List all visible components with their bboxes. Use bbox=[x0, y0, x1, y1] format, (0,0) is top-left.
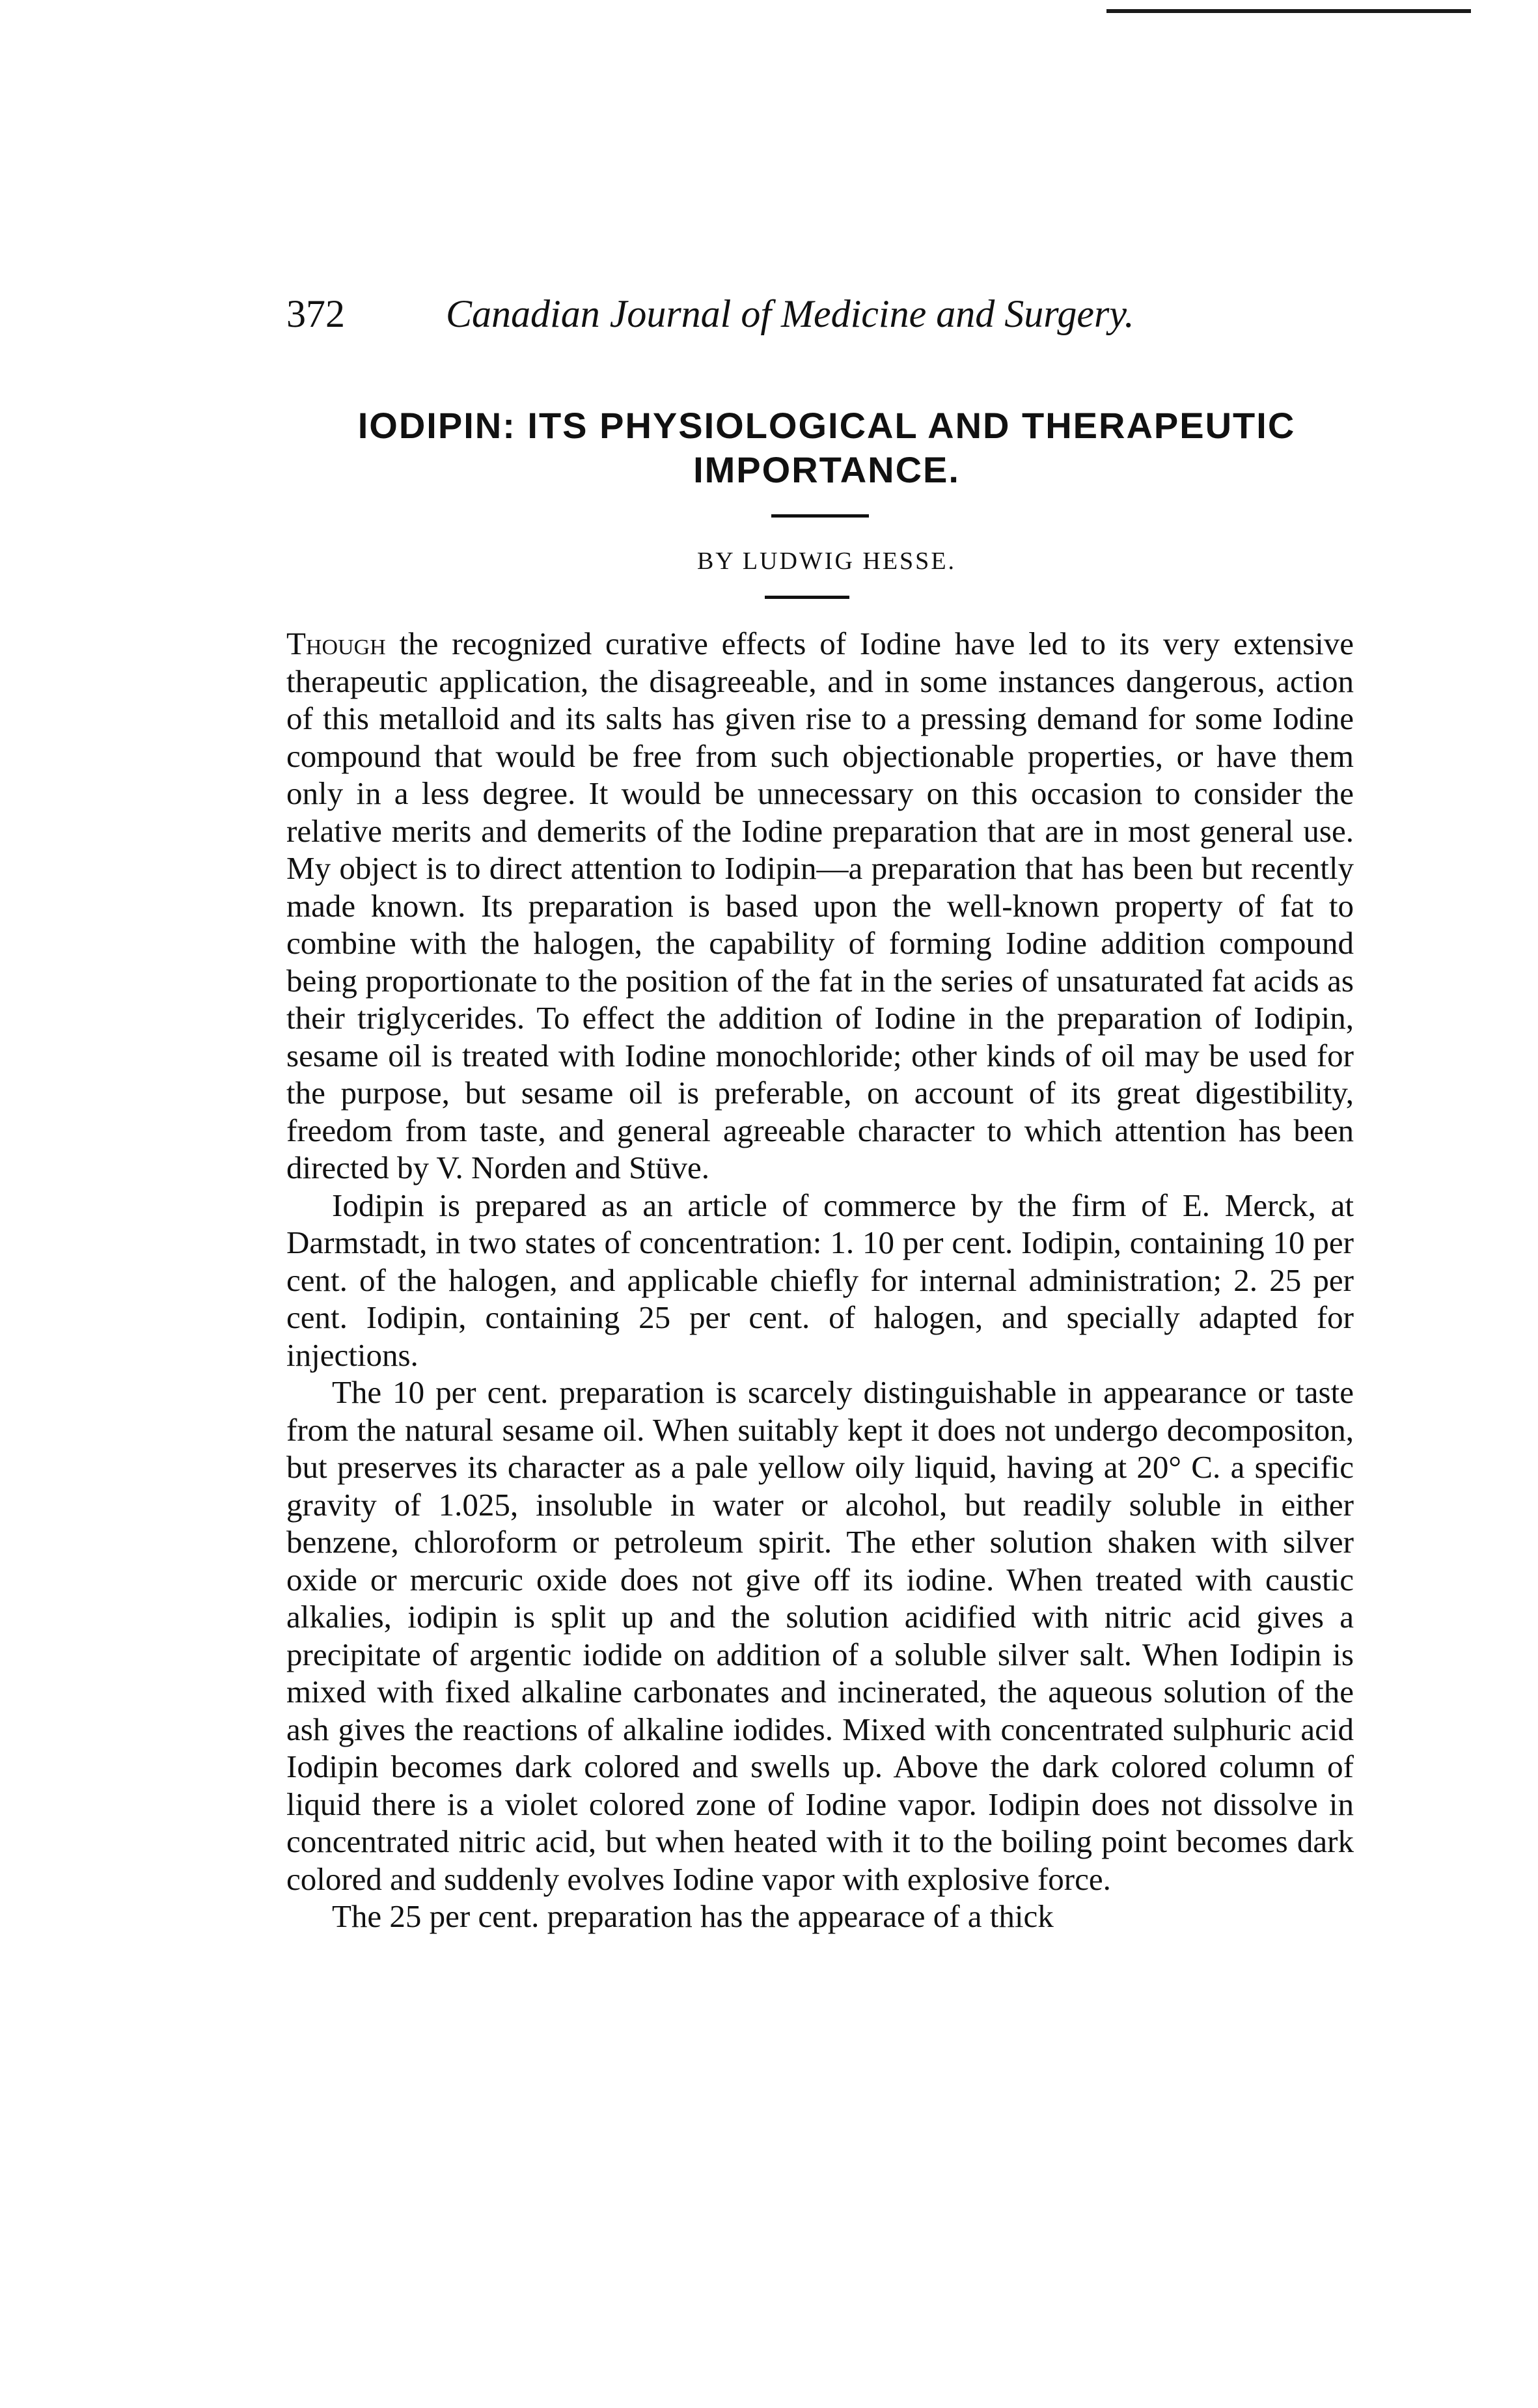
paragraph-2: Iodipin is prepared as an article of commerce by the firm of E. Merck, at Darmstadt, in two states of concentration: 1. 10 per cent. Iodipin, containing 10 per cent. of the halogen, and applicable chiefly for internal administration; 2. 25 per cent. Iodipin, containing 25 per cent. of halogen, and specially adapted for injections. bbox=[286, 1187, 1354, 1373]
article-title-line-1: IODIPIN: ITS PHYSIOLOGICAL AND THERAPEUTIC bbox=[357, 405, 1296, 446]
article-body bbox=[286, 625, 1354, 1935]
paragraph-1 bbox=[286, 625, 1354, 1187]
paragraph-1-lead-word: Though bbox=[286, 626, 386, 661]
top-edge-rule bbox=[1106, 9, 1471, 13]
byline: BY LUDWIG HESSE. bbox=[696, 547, 957, 575]
page-number: 372 bbox=[286, 292, 345, 335]
paragraph-1-text: the recognized curative effects of Iodine have led to its very extensive therapeutic application, the disagreeable, and in some instances dangerous, action of this metalloid and its salts has given rise to a pressing demand for some Iodine compound that would be free from such objectionable properties, or have them only in a less degree. It would be unnecessary on this occasion to consider the relative merits and demerits of the Iodine preparation that are in most general use. My object is to direct attention to Iodipin—a preparation that has been but recently made known. Its preparation is based upon the well-known property of fat to combine with the halogen, the capability of forming Iodine addition compound being proportionate to the position of the fat in the series of unsaturated fat acids as their triglycerides. To effect the addition of Iodine in the preparation of Iodipin, sesame oil is treated with Iodine monochloride; other kinds of oil may be used for the purpose, but sesame oil is preferable, on account of its great digestibility, freedom from taste, and general agreeable character to which attention has been directed by V. Norden and Stüve. bbox=[286, 626, 1354, 1185]
byline-divider-rule bbox=[765, 596, 849, 599]
article-title-line-2: IMPORTANCE. bbox=[693, 449, 960, 490]
title-divider-rule bbox=[771, 514, 869, 518]
journal-title: Canadian Journal of Medicine and Surgery. bbox=[446, 292, 1134, 335]
paragraph-3: The 10 per cent. preparation is scarcely distinguishable in appearance or taste from the natural sesame oil. When suitably kept it does not undergo decompositon, but preserves its character as a pale yellow oily liquid, having at 20° C. a specific gravity of 1.025, insoluble in water or alcohol, but readily soluble in either benzene, chloroform or petroleum spirit. The ether solution shaken with silver oxide or mercuric oxide does not give off its iodine. When treated with caustic alkalies, iodipin is split up and the solution acidified with nitric acid gives a precipitate of argentic iodide on addition of a soluble silver salt. When Iodipin is mixed with fixed alkaline carbonates and incinerated, the aqueous solution of the ash gives the reactions of alkaline iodides. Mixed with concentrated sulphuric acid Iodipin becomes dark colored and swells up. Above the dark colored column of liquid there is a violet colored zone of Iodine vapor. Iodipin does not dissolve in concentrated nitric acid, but when heated with it to the boiling point becomes dark colored and suddenly evolves Iodine vapor with explosive force. bbox=[286, 1374, 1354, 1897]
article-title bbox=[286, 404, 1367, 492]
paragraph-4: The 25 per cent. preparation has the appearace of a thick bbox=[332, 1898, 1054, 1934]
running-head bbox=[286, 292, 1354, 344]
